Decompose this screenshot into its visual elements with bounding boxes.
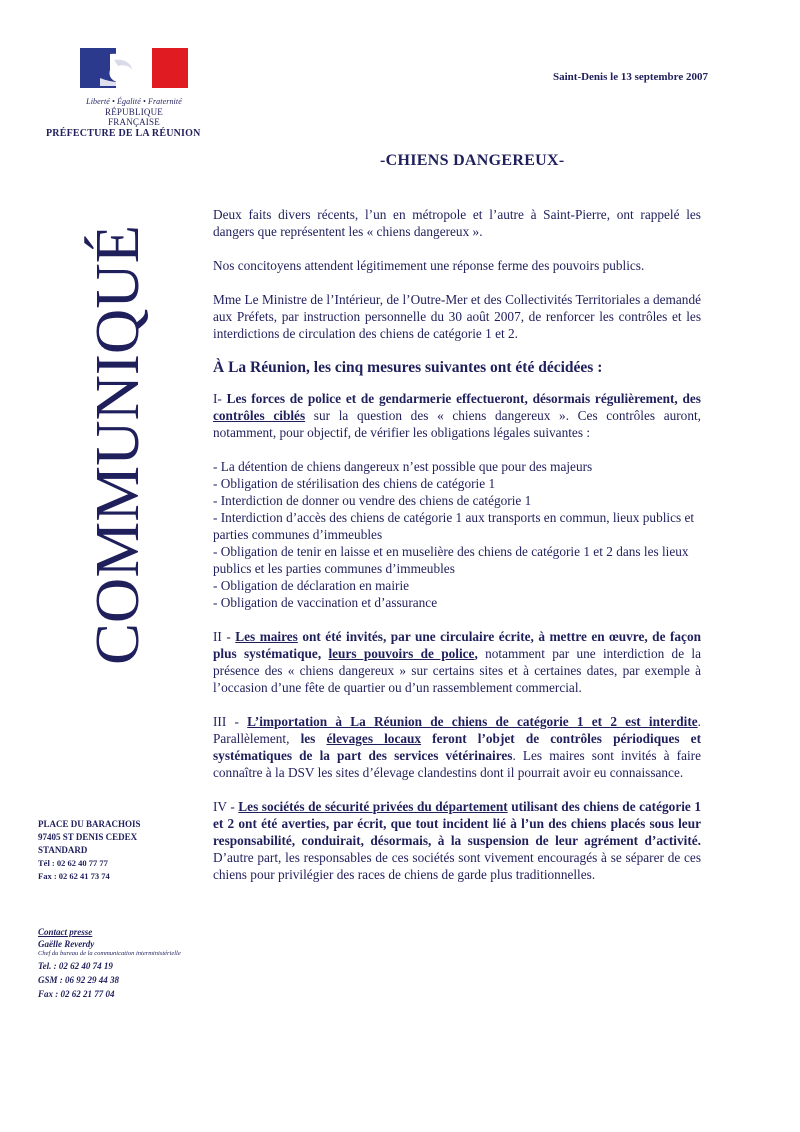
public-expectation-paragraph: Nos concitoyens attendent légitimement une réponse ferme des pouvoirs publics. [213,258,645,273]
measure-2-number: II - [213,629,236,644]
address-line-3: STANDARD [38,845,88,855]
document-date: Saint-Denis le 13 septembre 2007 [552,71,708,83]
measure-3-bold-1: les [300,731,327,746]
press-contact [38,926,188,1000]
measure-1-bold: Les forces de police et de gendarmerie effectueront, désormais régulièrement, des [226,391,701,406]
measure-3 [213,713,701,781]
list-item: - Obligation de stérilisation des chiens de catégorie 1 [213,476,496,491]
standard-tel: Tél : 02 62 40 77 77 [38,858,108,868]
measure-1-number: I- [213,391,227,406]
measure-4-number: IV - [213,799,239,814]
measure-3-bold-2: feront l’objet de contrôles périodiques et systématiques de la part des services vétérinaires [213,731,702,763]
press-contact-role: Chef du bureau de la communication interministérielle [38,950,181,957]
press-fax: Fax : 02 62 21 77 04 [38,989,115,999]
communique-vertical-heading [82,220,152,670]
press-gsm: GSM : 06 92 29 44 38 [38,975,120,985]
measure-1-rest: sur la question des « chiens dangereux ». Ces contrôles auront, notamment, pour objectif, de vérifier les obligations légales suivantes : [213,408,701,440]
document-title: -CHIENS DANGEREUX- [380,152,565,169]
legal-obligations-list [213,458,701,611]
republic-logo [78,48,190,127]
communique-svg [82,220,152,670]
intro-paragraph: Deux faits divers récents, l’un en métropole et l’autre à Saint-Pierre, ont rappelé les dangers que représentent les « chiens dangereux ». [213,207,701,239]
address-line-1: PLACE DU BARACHOIS [38,819,141,829]
measure-3-number: III - [213,714,248,729]
prefecture-address [38,818,188,883]
standard-fax: Fax : 02 62 41 73 74 [38,871,110,881]
list-item: - Obligation de tenir en laisse et en muselière des chiens de catégorie 1 et 2 dans les lieux publics et les parties communes d’immeubles [213,544,689,576]
measure-4 [213,798,701,883]
measure-2-bold-2: , [474,646,478,661]
measure-3-rest: . Les maires sont invités à faire connaître à la DSV les sites d’élevage clandestins dont il pourrait avoir eu connaissance. [213,748,701,780]
republic-name: RÉPUBLIQUE FRANÇAISE [105,107,163,127]
measure-2-underlined-1: Les maires [235,629,298,644]
list-item: - Obligation de déclaration en mairie [213,578,410,593]
list-item: - Interdiction d’accès des chiens de catégorie 1 aux transports en commun, lieux publics et parties communes d’immeubles [213,510,695,542]
measure-2 [213,628,701,696]
measure-3-text-1: . Parallèlement, [213,714,701,746]
list-item: - La détention de chiens dangereux n’est possible que pour des majeurs [213,459,593,474]
measure-4-bold-1: utilisant des chiens de catégorie 1 et 2 ont été averties, par écrit, que tout incident lié à l’un des chiens placés sous leur responsabilité, conduirait, désormais, à la suspension de leur agrément d’activité. [213,799,701,848]
press-contact-header: Contact presse [38,927,93,937]
press-tel: Tel. : 02 62 40 74 19 [38,961,113,971]
measure-3-underlined-1: L’importation à La Réunion de chiens de catégorie 1 et 2 est interdite [247,714,698,729]
measure-4-rest: D’autre part, les responsables de ces sociétés sont vivement encouragés à se séparer de ces chiens pour privilégier des races de chiens de garde plus traditionnelles. [213,850,701,882]
measure-4-underlined-1: Les sociétés de sécurité privées du département [238,799,508,814]
measure-3-underlined-2: élevages locaux [326,731,422,746]
measure-2-bold-1: ont été invités, par une circulaire écrite, à mettre en œuvre, de façon plus systématique, [213,629,701,661]
press-contact-name: Gaëlle Reverdy [38,939,95,949]
communique-text: COMMUNIQUÉ [84,231,152,665]
marianne-flag-icon [80,48,188,88]
minister-paragraph: Mme Le Ministre de l’Intérieur, de l’Outre-Mer et des Collectivités Territoriales a demandé aux Préfets, par instruction personnelle du 30 août 2007, de renforcer les contrôles et les interdictions de circulation des chiens de catégorie 1 et 2. [213,292,701,341]
list-item: - Interdiction de donner ou vendre des chiens de catégorie 1 [213,493,532,508]
motto: Liberté • Égalité • Fraternité [86,97,182,106]
measure-1-underlined: contrôles ciblés [213,408,306,423]
list-item: - Obligation de vaccination et d’assurance [213,595,438,610]
prefecture-name: PRÉFECTURE DE LA RÉUNION [46,128,201,139]
measure-1 [213,390,701,441]
main-body [213,206,701,900]
measure-2-rest: notamment par une interdiction de la présence des « chiens dangereux » sur certains sites et à certaines dates, par exemple à l’occasion d’une fête de quartier ou d’un rassemblement commercial. [213,646,701,695]
address-line-2: 97405 ST DENIS CEDEX [38,832,138,842]
measures-subtitle: À La Réunion, les cinq mesures suivantes ont été décidées : [213,359,603,376]
measure-2-underlined-2: leurs pouvoirs de police [328,646,475,661]
